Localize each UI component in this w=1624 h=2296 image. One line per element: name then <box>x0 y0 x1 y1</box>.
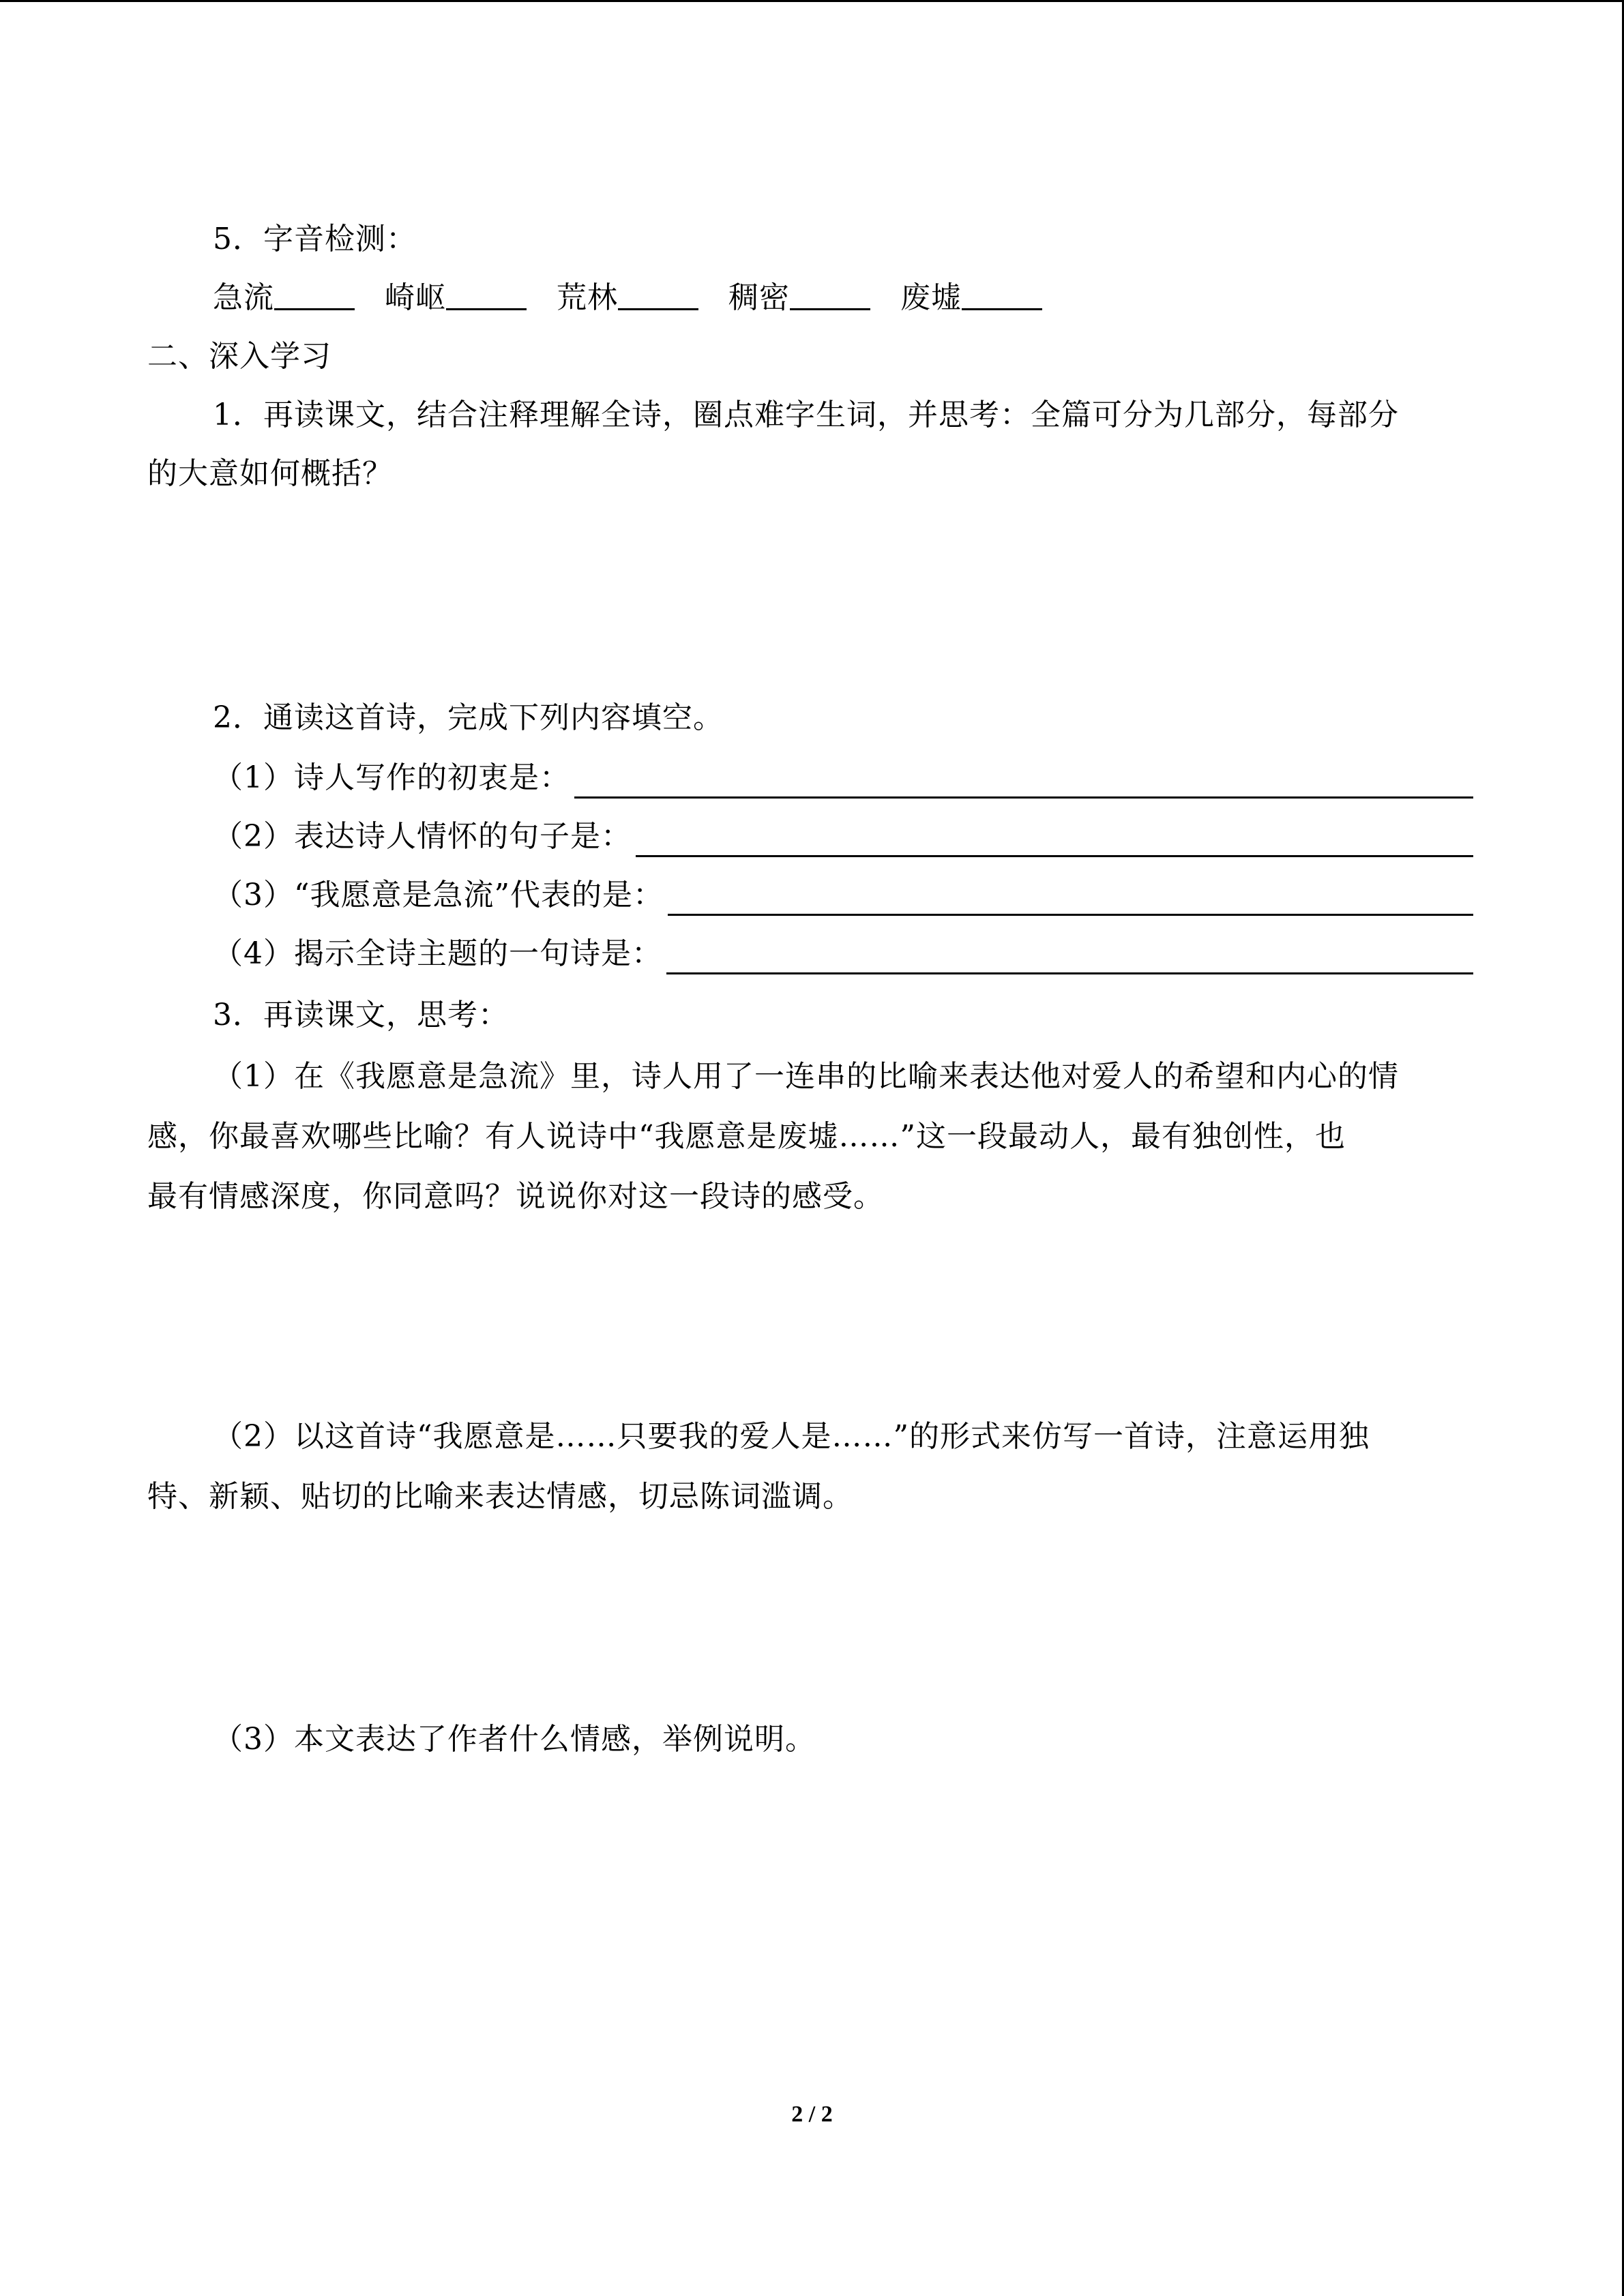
q3-sub1-line: （1）在《我愿意是急流》里，诗人用了一连串的比喻来表达他对爱人的希望和内心的情 <box>213 1059 1399 1094</box>
pinyin-blank[interactable] <box>274 281 355 310</box>
answer-blank[interactable] <box>668 882 1473 916</box>
q2-title: 2．通读这首诗，完成下列内容填空。 <box>213 700 724 735</box>
q2-fill-row <box>213 758 1473 799</box>
pinyin-item <box>728 280 870 315</box>
pinyin-item <box>557 280 698 315</box>
q3-sub1-line: 最有情感深度，你同意吗？说说你对这一段诗的感受。 <box>147 1179 884 1214</box>
q5-title: 5．字音检测： <box>213 222 417 256</box>
answer-blank[interactable] <box>666 941 1473 974</box>
q1-line: 的大意如何概括？ <box>147 456 393 491</box>
word-label: 急流 <box>213 280 274 315</box>
pinyin-blank[interactable] <box>446 281 527 310</box>
answer-blank[interactable] <box>574 765 1473 799</box>
answer-blank[interactable] <box>636 824 1473 857</box>
pinyin-blank[interactable] <box>618 281 698 310</box>
q3-sub3-line: （3）本文表达了作者什么情感，举例说明。 <box>213 1722 816 1757</box>
q3-sub2-line: （2）以这首诗“我愿意是……只要我的爱人是……”的形式来仿写一首诗，注意运用独 <box>213 1419 1370 1454</box>
section-heading: 二、深入学习 <box>147 339 331 374</box>
q2-item-label: （2）表达诗人情怀的句子是： <box>213 819 632 854</box>
q2-item-label: （3）“我愿意是急流”代表的是： <box>213 878 664 912</box>
q3-title: 3．再读课文，思考： <box>213 998 509 1032</box>
q2-item-label: （1）诗人写作的初衷是： <box>213 760 570 795</box>
word-label: 废墟 <box>900 280 962 315</box>
pinyin-item <box>900 280 1042 315</box>
word-label: 崎岖 <box>385 280 446 315</box>
pinyin-item <box>385 280 527 315</box>
pinyin-blank[interactable] <box>962 281 1042 310</box>
page-number: 2 / 2 <box>791 2102 833 2127</box>
q3-sub1-line: 感，你最喜欢哪些比喻？有人说诗中“我愿意是废墟……”这一段最动人，最有独创性，也 <box>147 1119 1346 1154</box>
q1-line: 1．再读课文，结合注释理解全诗，圈点难字生词，并思考：全篇可分为几部分，每部分 <box>213 398 1399 432</box>
q3-sub2-line: 特、新颖、贴切的比喻来表达情感，切忌陈词滥调。 <box>147 1479 853 1514</box>
q5-word-row <box>213 278 1072 318</box>
q2-fill-row <box>213 816 1473 857</box>
pinyin-blank[interactable] <box>790 281 870 310</box>
word-label: 荒林 <box>557 280 618 315</box>
q2-fill-row <box>213 875 1473 916</box>
pinyin-item <box>213 280 355 315</box>
word-label: 稠密 <box>728 280 790 315</box>
q2-item-label: （4）揭示全诗主题的一句诗是： <box>213 936 662 971</box>
q2-fill-row <box>213 934 1473 974</box>
